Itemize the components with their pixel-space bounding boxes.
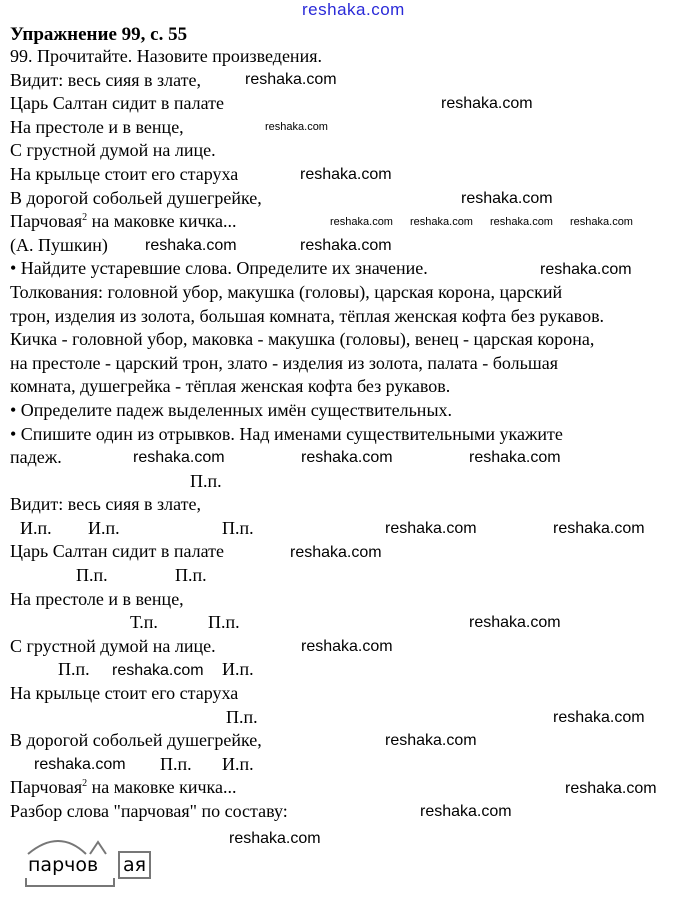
case-label: П.п. bbox=[190, 470, 222, 491]
text: Парчовая bbox=[10, 777, 83, 798]
text-line: Толкования: головной убор, макушка (головы), царская корона, царский bbox=[10, 281, 563, 302]
watermark: reshaka.com bbox=[302, 0, 405, 19]
text-line: падеж. bbox=[10, 447, 62, 468]
case-label: И.п. bbox=[88, 517, 120, 538]
watermark: reshaka.com bbox=[330, 216, 393, 228]
watermark: reshaka.com bbox=[553, 520, 645, 537]
case-label: И.п. bbox=[222, 753, 254, 774]
morpheme-analysis bbox=[24, 834, 164, 894]
case-labels bbox=[10, 611, 699, 635]
watermark: reshaka.com bbox=[290, 544, 382, 561]
case-labels bbox=[10, 470, 699, 494]
watermark: reshaka.com bbox=[133, 449, 225, 466]
text-line: на престоле - царский трон, злато - изделия из золота, палата - большая bbox=[10, 352, 559, 373]
case-label: И.п. bbox=[20, 517, 52, 538]
case-label: П.п. bbox=[175, 565, 207, 586]
text-line: 99. Прочитайте. Назовите произведения. bbox=[10, 46, 322, 66]
case-label: П.п. bbox=[222, 517, 254, 538]
watermark: reshaka.com bbox=[145, 237, 237, 254]
text-line: трон, изделия из золота, большая комната, тёплая женская кофта без рукавов. bbox=[10, 305, 605, 326]
watermark: reshaka.com bbox=[565, 780, 657, 797]
text-line: В дорогой собольей душегрейке, bbox=[10, 187, 262, 208]
watermark: reshaka.com bbox=[245, 71, 337, 88]
case-label: П.п. bbox=[76, 565, 108, 586]
text-line: комната, душегрейка - тёплая женская кофта без рукавов. bbox=[10, 376, 451, 397]
text-line: С грустной думой на лице. bbox=[10, 140, 216, 161]
text-line: На крыльце стоит его старуха bbox=[10, 163, 239, 184]
text: на маковке кичка... bbox=[87, 211, 237, 232]
poem-line: На крыльце стоит его старуха bbox=[10, 683, 239, 704]
watermark: reshaka.com bbox=[265, 121, 328, 133]
text-line: • Найдите устаревшие слова. Определите их значение. bbox=[10, 258, 428, 279]
poem-line: С грустной думой на лице. bbox=[10, 635, 216, 656]
case-label: П.п. bbox=[208, 612, 240, 633]
text-line: На престоле и в венце, bbox=[10, 116, 184, 137]
watermark: reshaka.com bbox=[410, 216, 473, 228]
word-ending: ая bbox=[118, 851, 151, 879]
exercise-text bbox=[10, 45, 699, 824]
analysis-title: Разбор слова "парчовая" по составу: bbox=[10, 801, 288, 821]
case-label: Т.п. bbox=[130, 612, 158, 633]
case-label: П.п. bbox=[226, 706, 258, 727]
case-label: И.п. bbox=[222, 659, 254, 680]
footnote: 2 bbox=[82, 212, 88, 224]
watermark: reshaka.com bbox=[570, 216, 633, 228]
watermark: reshaka.com bbox=[300, 237, 392, 254]
text-line: Видит: весь сияя в злате, bbox=[10, 69, 201, 90]
text-line: Кичка - головной убор, маковка - макушка (головы), венец - царская корона, bbox=[10, 329, 595, 350]
text-line: • Спишите один из отрывков. Над именами существительными укажите bbox=[10, 423, 563, 444]
watermark: reshaka.com bbox=[461, 190, 553, 207]
case-label: П.п. bbox=[58, 659, 90, 680]
watermark: reshaka.com bbox=[229, 830, 321, 847]
word-stem: парчов bbox=[28, 854, 99, 876]
case-labels bbox=[10, 564, 699, 588]
page-title: Упражнение 99, с. 55 bbox=[10, 24, 188, 45]
watermark: reshaka.com bbox=[301, 638, 393, 655]
watermark: reshaka.com bbox=[469, 614, 561, 631]
watermark: reshaka.com bbox=[420, 803, 512, 820]
watermark: reshaka.com bbox=[301, 449, 393, 466]
suffix-mark-icon bbox=[90, 842, 106, 854]
watermark: reshaka.com bbox=[469, 449, 561, 466]
watermark: reshaka.com bbox=[540, 261, 632, 278]
case-label: П.п. bbox=[160, 753, 192, 774]
watermark: reshaka.com bbox=[300, 166, 392, 183]
text-line: Царь Салтан сидит в палате bbox=[10, 93, 224, 114]
poem-line: На престоле и в венце, bbox=[10, 588, 184, 609]
root-arc-icon bbox=[28, 841, 86, 854]
text-line: (А. Пушкин) bbox=[10, 234, 108, 255]
poem-line: Царь Салтан сидит в палате bbox=[10, 541, 224, 562]
text: на маковке кичка... bbox=[87, 777, 237, 798]
watermark: reshaka.com bbox=[34, 756, 126, 773]
watermark: reshaka.com bbox=[490, 216, 553, 228]
watermark: reshaka.com bbox=[441, 95, 533, 112]
watermark: reshaka.com bbox=[385, 520, 477, 537]
watermark: reshaka.com bbox=[385, 732, 477, 749]
poem-line: Видит: весь сияя в злате, bbox=[10, 494, 201, 515]
watermark: reshaka.com bbox=[112, 662, 204, 679]
text: Парчовая bbox=[10, 211, 83, 232]
watermark: reshaka.com bbox=[553, 709, 645, 726]
footnote: 2 bbox=[82, 778, 88, 790]
text-line: • Определите падеж выделенных имён существительных. bbox=[10, 399, 453, 420]
stem-bracket-icon bbox=[26, 878, 114, 886]
poem-line: В дорогой собольей душегрейке, bbox=[10, 730, 262, 751]
